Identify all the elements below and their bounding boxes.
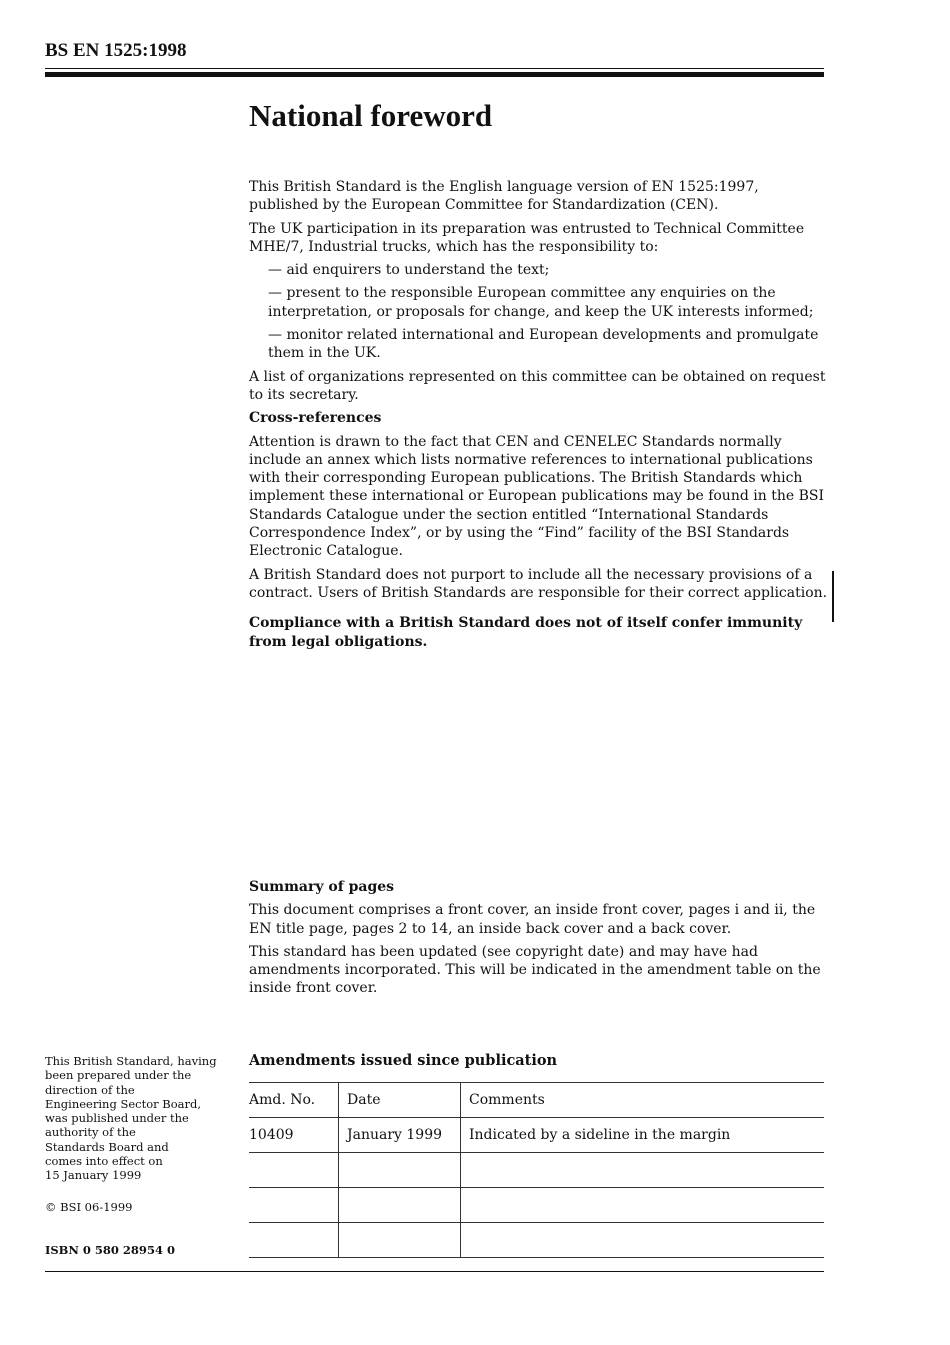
amendment-sideline [832, 571, 834, 622]
list-item: — monitor related international and European developments and promulgate them in the UK. [268, 327, 819, 362]
paragraph-organizations: A list of organizations represented on this committee can be obtained on request to its secretary. [249, 368, 826, 403]
table-cell [461, 1153, 825, 1188]
table-cell: 10409 [249, 1118, 339, 1153]
footer-rule [45, 1271, 824, 1272]
copyright-notice: © BSI 06-1999 [45, 1200, 133, 1214]
header-rule-thick [45, 72, 824, 77]
amendments-title: Amendments issued since publication [249, 1052, 558, 1069]
table-cell: Indicated by a sideline in the margin [461, 1118, 825, 1153]
paragraph-crossref: Attention is drawn to the fact that CEN and CENELEC Standards normally include an annex which lists normative references to international publications with their corresponding European publications. The British Standards which implement these international or European publications may be found in the BSI Standards Catalogue under the section entitled “International Standards Correspondence Index”, or by using the “Find” facility of the BSI Standards Electronic Catalogue. [249, 433, 824, 560]
table-header-row [249, 1083, 824, 1118]
header-rule-thin [45, 68, 824, 69]
summary-paragraph: This document comprises a front cover, an inside front cover, pages i and ii, the EN title page, pages 2 to 14, an inside back cover and a back cover. [249, 902, 816, 937]
publication-note [45, 1054, 235, 1183]
column-header: Date [339, 1083, 461, 1118]
table-cell [249, 1153, 339, 1188]
note-line: comes into effect on [45, 1154, 163, 1169]
compliance-statement: Compliance with a British Standard does not of itself confer immunity from legal obligations. [249, 615, 803, 650]
table-cell [339, 1153, 461, 1188]
column-header: Amd. No. [249, 1083, 339, 1118]
table-cell [339, 1188, 461, 1223]
paragraph-committee: The UK participation in its preparation was entrusted to Technical Committee MHE/7, Industrial trucks, which has the responsibility to: [249, 220, 805, 255]
table-cell: January 1999 [339, 1118, 461, 1153]
note-line: Standards Board and [45, 1139, 169, 1154]
summary-paragraph: This standard has been updated (see copyright date) and may have had amendments incorporated. This will be indicated in the amendment table on the inside front cover. [249, 943, 821, 997]
table-row [249, 1118, 824, 1153]
table-row [249, 1153, 824, 1188]
note-line: been prepared under the [45, 1068, 192, 1083]
isbn: ISBN 0 580 28954 0 [45, 1243, 175, 1257]
crossref-heading: Cross-references [249, 410, 382, 427]
table-cell [461, 1223, 825, 1258]
table-row [249, 1188, 824, 1223]
note-line: was published under the [45, 1111, 189, 1126]
table-cell [249, 1188, 339, 1223]
note-line: direction of the [45, 1082, 135, 1097]
column-header: Comments [461, 1083, 825, 1118]
note-line: 15 January 1999 [45, 1168, 142, 1183]
table-cell [461, 1188, 825, 1223]
foreword-body [249, 178, 829, 656]
amendments-table [249, 1082, 824, 1258]
summary-heading: Summary of pages [249, 879, 395, 895]
note-line: authority of the [45, 1125, 136, 1140]
note-line: This British Standard, having [45, 1054, 217, 1068]
page-title: National foreword [249, 98, 493, 133]
table-cell [339, 1223, 461, 1258]
list-item: — present to the responsible European committee any enquiries on the interpretation, or proposals for change, and keep the UK interests informed; [268, 285, 814, 320]
table-cell [249, 1223, 339, 1258]
document-code: BS EN 1525:1998 [45, 40, 187, 61]
table-row [249, 1223, 824, 1258]
note-line: Engineering Sector Board, [45, 1096, 202, 1111]
paragraph-intro: This British Standard is the English language version of EN 1525:1997, published by the European Committee for Standardization (CEN). [249, 179, 759, 214]
paragraph-provisions: A British Standard does not purport to include all the necessary provisions of a contract. Users of British Standards are responsible for their correct application. [249, 566, 828, 601]
summary-section [249, 878, 829, 1003]
list-item: — aid enquirers to understand the text; [268, 262, 550, 279]
